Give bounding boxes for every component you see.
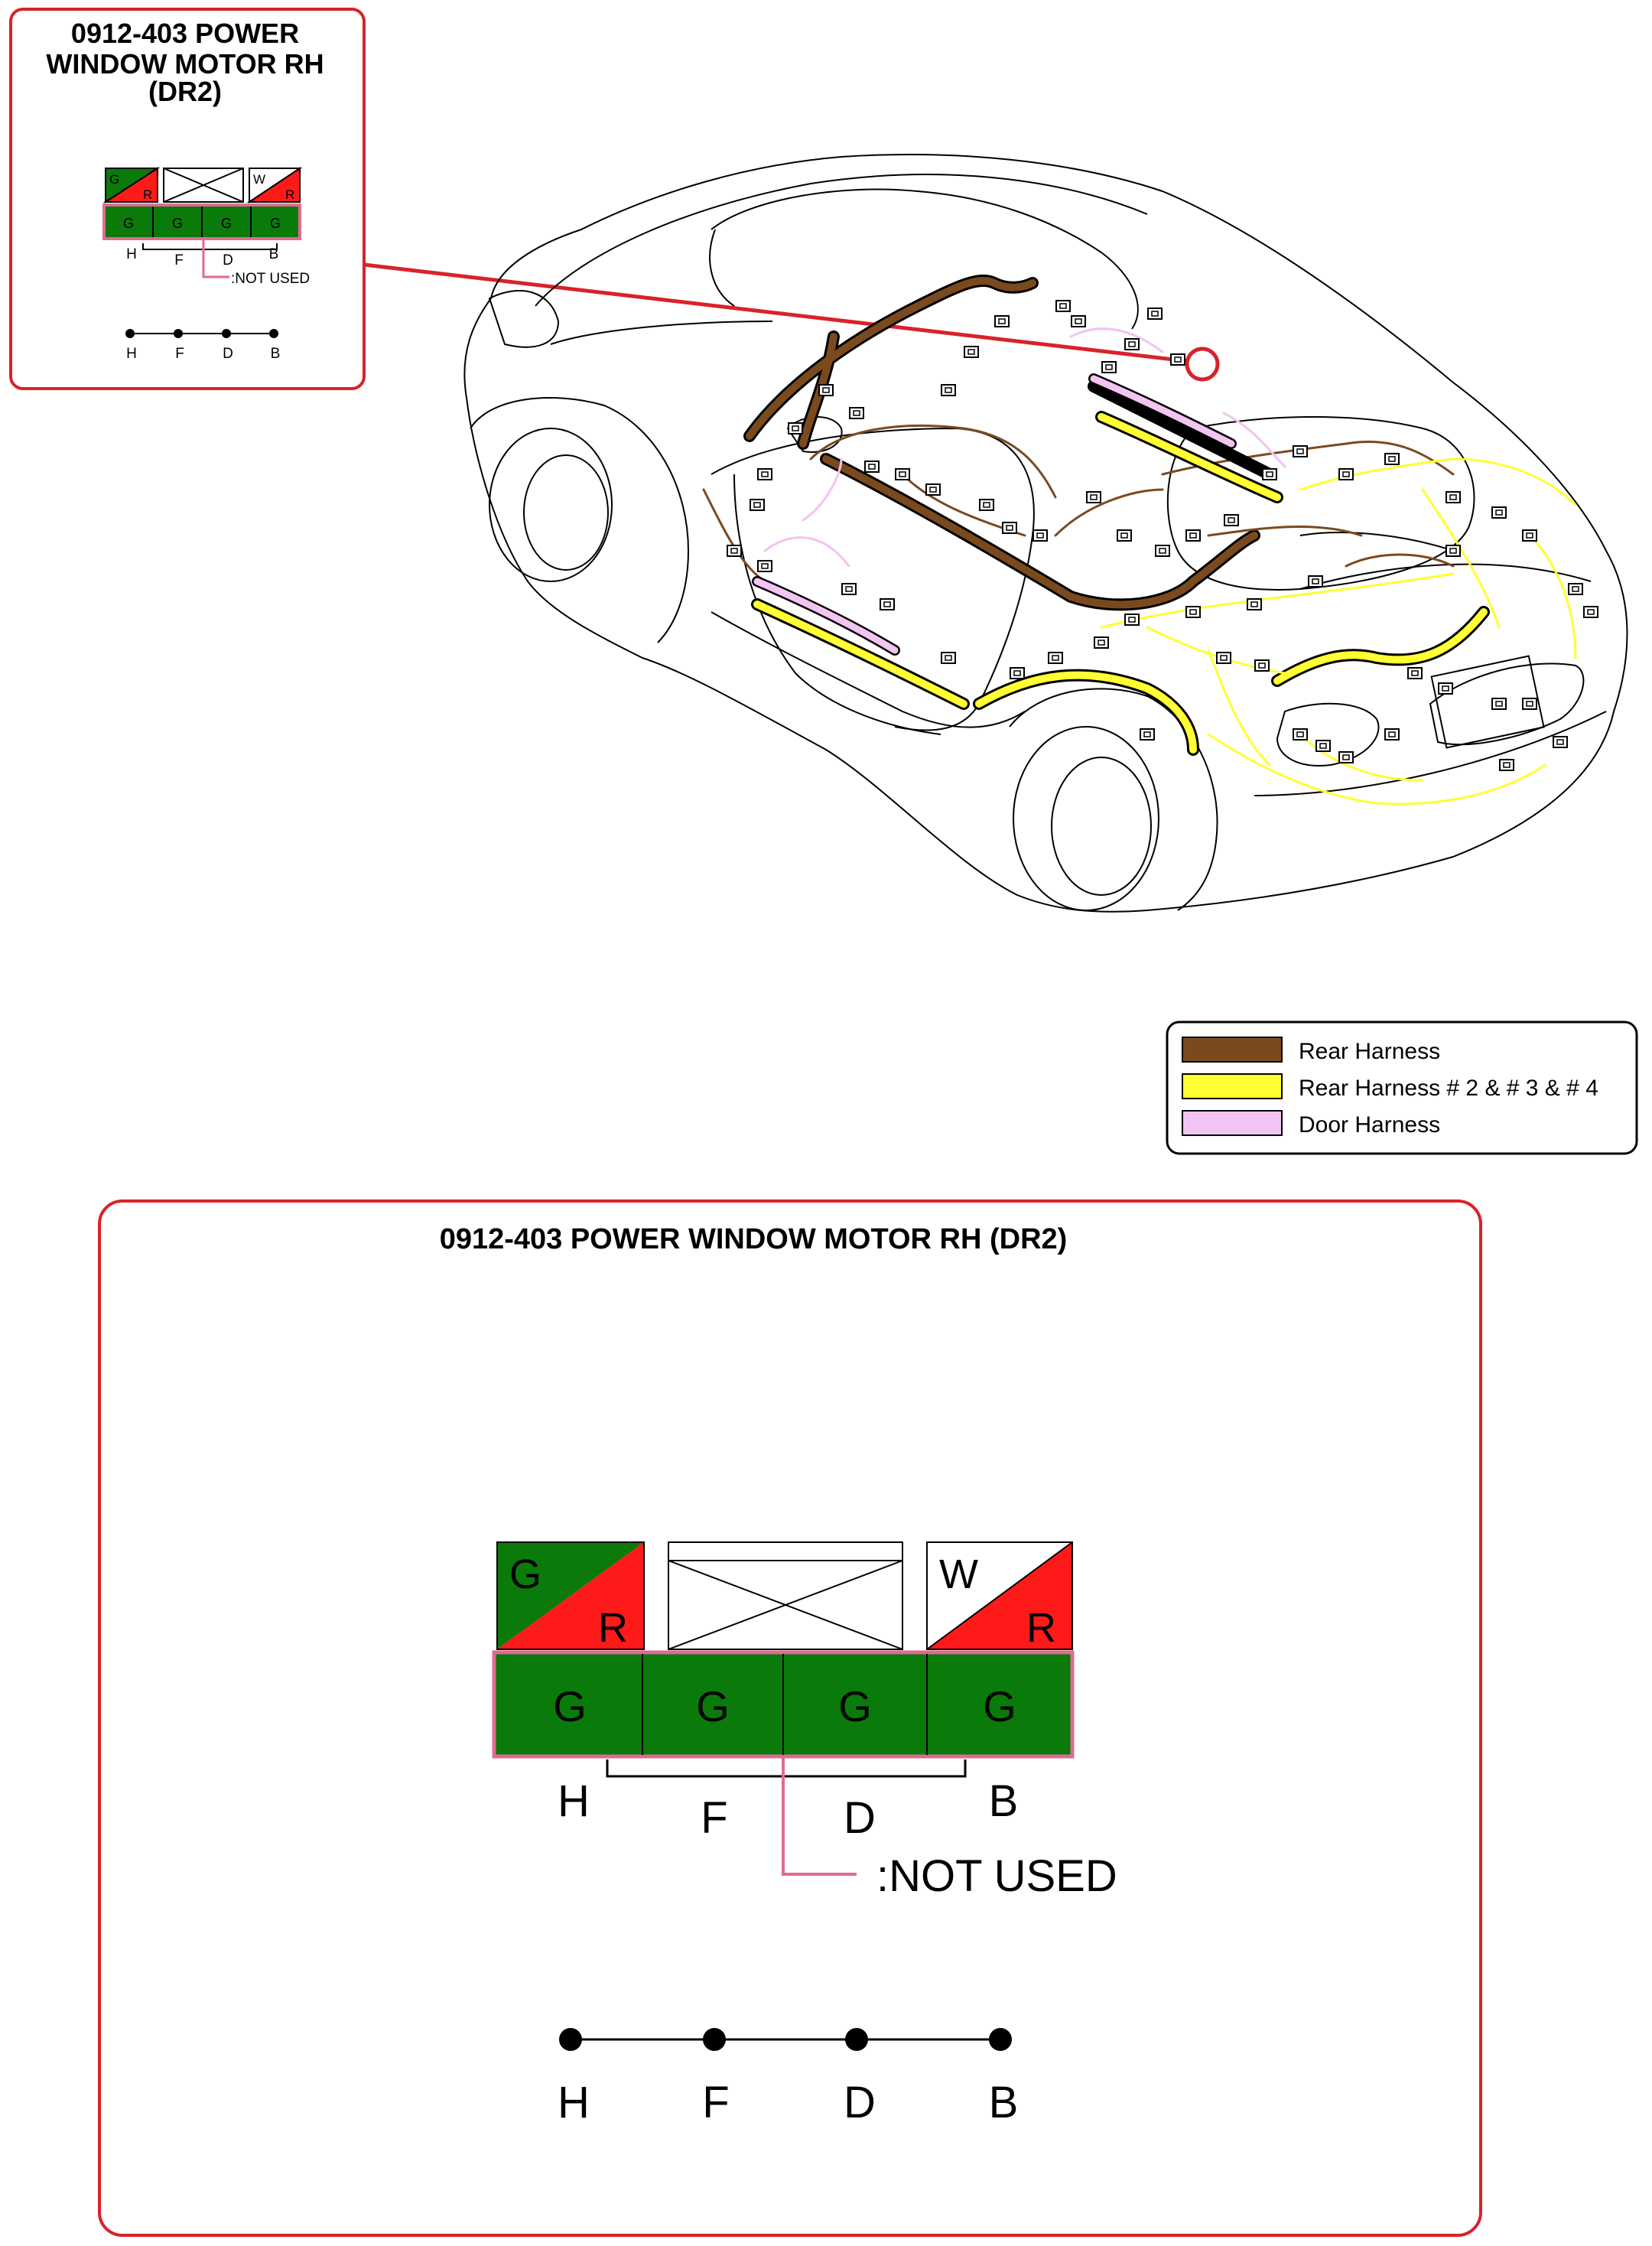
inset-wire-g: G bbox=[109, 172, 120, 187]
inset-not-used: :NOT USED bbox=[231, 271, 311, 287]
detail-title: 0912-403 POWER WINDOW MOTOR RH (DR2) bbox=[439, 1223, 1068, 1255]
inset-title-line1: 0912-403 POWER bbox=[70, 18, 300, 49]
inset-sch-f: F bbox=[175, 346, 184, 362]
detail-wire-r: R bbox=[598, 1605, 628, 1651]
detail-wire-g: G bbox=[509, 1551, 542, 1597]
inset-sch-h: H bbox=[126, 346, 137, 362]
inset-title-line3: (DR2) bbox=[148, 76, 222, 107]
harness-wiring bbox=[704, 281, 1576, 804]
detail-pin-f: F bbox=[701, 1793, 728, 1843]
detail-term-2: G bbox=[696, 1682, 730, 1730]
inset-term-2: G bbox=[171, 216, 184, 231]
inset-callout bbox=[11, 9, 364, 389]
inset-title-line2: WINDOW MOTOR RH bbox=[46, 48, 324, 80]
inset-pin-h: H bbox=[126, 246, 137, 262]
detail-not-used: :NOT USED bbox=[876, 1851, 1117, 1901]
detail-pin-b: B bbox=[988, 1776, 1019, 1826]
detail-pin-d: D bbox=[844, 1793, 876, 1843]
legend-label-rear-2-3-4: Rear Harness # 2 & # 3 & # 4 bbox=[1299, 1076, 1598, 1101]
detail-term-4: G bbox=[983, 1682, 1016, 1730]
detail-empty-cavity bbox=[668, 1542, 902, 1649]
detail-sch-b: B bbox=[988, 2078, 1019, 2127]
inset-sch-d: D bbox=[223, 346, 233, 362]
callout-leader-line bbox=[364, 265, 1187, 361]
callout-location-circle bbox=[1187, 349, 1218, 379]
inset-term-4: G bbox=[269, 216, 281, 231]
detail-sch-d: D bbox=[844, 2078, 876, 2127]
inset-term-1: G bbox=[122, 216, 135, 231]
detail-sch-f: F bbox=[702, 2078, 730, 2127]
legend-swatch-rear-2-3-4 bbox=[1182, 1074, 1282, 1099]
inset-wire-w: W bbox=[253, 172, 266, 187]
detail-panel bbox=[99, 1201, 1481, 2235]
inset-wire-r2: R bbox=[285, 187, 295, 202]
legend-swatch-rear bbox=[1182, 1037, 1282, 1062]
detail-terminal-row bbox=[494, 1652, 1072, 1756]
detail-term-3: G bbox=[838, 1682, 872, 1730]
legend-label-door: Door Harness bbox=[1299, 1112, 1441, 1138]
detail-wire-w: W bbox=[939, 1551, 978, 1597]
detail-term-1: G bbox=[553, 1682, 587, 1730]
detail-wire-color-boxes bbox=[497, 1542, 1072, 1651]
inset-pin-d: D bbox=[223, 252, 233, 269]
harness-legend bbox=[1167, 1022, 1637, 1154]
legend-swatch-door bbox=[1182, 1111, 1282, 1135]
legend-label-rear: Rear Harness bbox=[1299, 1039, 1441, 1064]
detail-pin-h: H bbox=[558, 1776, 590, 1826]
inset-pin-f: F bbox=[174, 252, 184, 269]
inset-term-3: G bbox=[220, 216, 233, 231]
inset-pin-b: B bbox=[268, 246, 279, 262]
inset-sch-b: B bbox=[270, 346, 281, 362]
detail-wire-r2: R bbox=[1026, 1605, 1056, 1651]
detail-sch-h: H bbox=[558, 2078, 590, 2127]
inset-wire-r: R bbox=[143, 187, 153, 202]
